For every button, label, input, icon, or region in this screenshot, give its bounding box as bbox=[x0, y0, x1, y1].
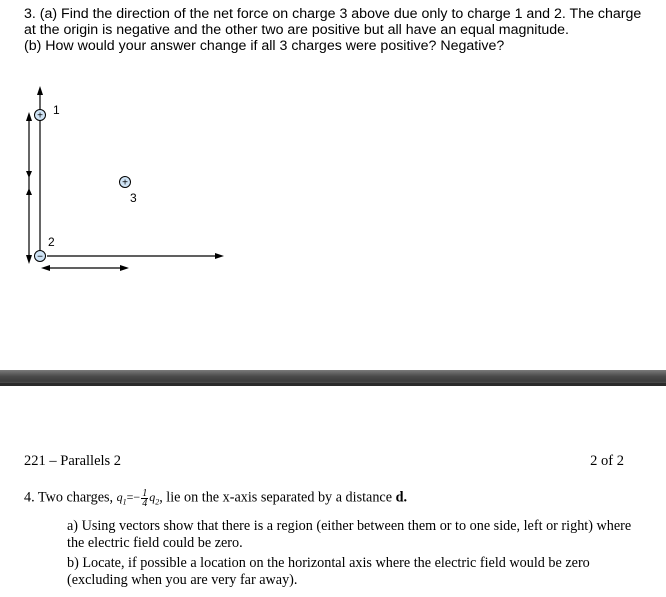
charge-3-sign: + bbox=[122, 177, 128, 189]
arrow-head-up-top bbox=[37, 86, 43, 95]
arrow-head-right-bottom bbox=[120, 265, 129, 271]
question-4a-text: a) Using vectors show that there is a region (either between them or to one side, left or right) where the electric field could be zero. bbox=[67, 517, 632, 551]
page-divider bbox=[0, 370, 666, 386]
charge-1-label: 1 bbox=[53, 103, 60, 117]
charge-1-sign: + bbox=[37, 110, 43, 122]
question-3a-text: 3. (a) Find the direction of the net force on charge 3 above due only to charge 1 and 2. The charge at the origin is negative and the other two are positive but all have an equal magnitude. bbox=[24, 6, 642, 38]
question-4-intro: 4. Two charges, bbox=[24, 489, 114, 506]
eq-q1-subscript: 1 bbox=[122, 497, 127, 507]
distance-symbol: d. bbox=[395, 489, 408, 506]
eq-fraction-denominator: 4 bbox=[142, 498, 148, 509]
arrow-head-up-left bbox=[26, 112, 32, 121]
question-4-stem bbox=[24, 489, 644, 511]
eq-q1: q bbox=[116, 490, 123, 505]
tick-down-mid bbox=[26, 171, 32, 178]
charge-2-label: 2 bbox=[48, 235, 55, 249]
eq-q2-subscript: 2 bbox=[155, 497, 160, 507]
charge-relation-equation bbox=[116, 488, 160, 509]
tick-up-mid bbox=[26, 188, 32, 195]
eq-fraction bbox=[141, 489, 148, 508]
charge-2-sign: − bbox=[37, 251, 43, 263]
charge-2 bbox=[35, 235, 56, 263]
charge-3 bbox=[120, 177, 138, 206]
question-4-mid: , lie on the x-axis separated by a distance bbox=[159, 489, 393, 506]
charge-1 bbox=[35, 103, 61, 122]
arrow-head-down-left bbox=[26, 255, 32, 264]
eq-q2: q bbox=[149, 490, 156, 505]
question-4b-text: b) Locate, if possible a location on the horizontal axis where the electric field would be zero (excluding when you are very far away). bbox=[67, 554, 590, 588]
page-number: 2 of 2 bbox=[590, 453, 624, 469]
arrow-head-left-bottom bbox=[41, 265, 50, 271]
eq-equals-minus: =− bbox=[126, 490, 141, 505]
charge-3-label: 3 bbox=[130, 191, 137, 205]
page-2 bbox=[0, 386, 666, 597]
question-3b-text: (b) How would your answer change if all 3 charges were positive? Negative? bbox=[24, 38, 505, 54]
question-4 bbox=[24, 489, 644, 589]
arrow-head-right-axis bbox=[215, 253, 224, 259]
course-header: 221 – Parallels 2 bbox=[24, 453, 122, 469]
eq-fraction-numerator: 1 bbox=[142, 488, 148, 499]
